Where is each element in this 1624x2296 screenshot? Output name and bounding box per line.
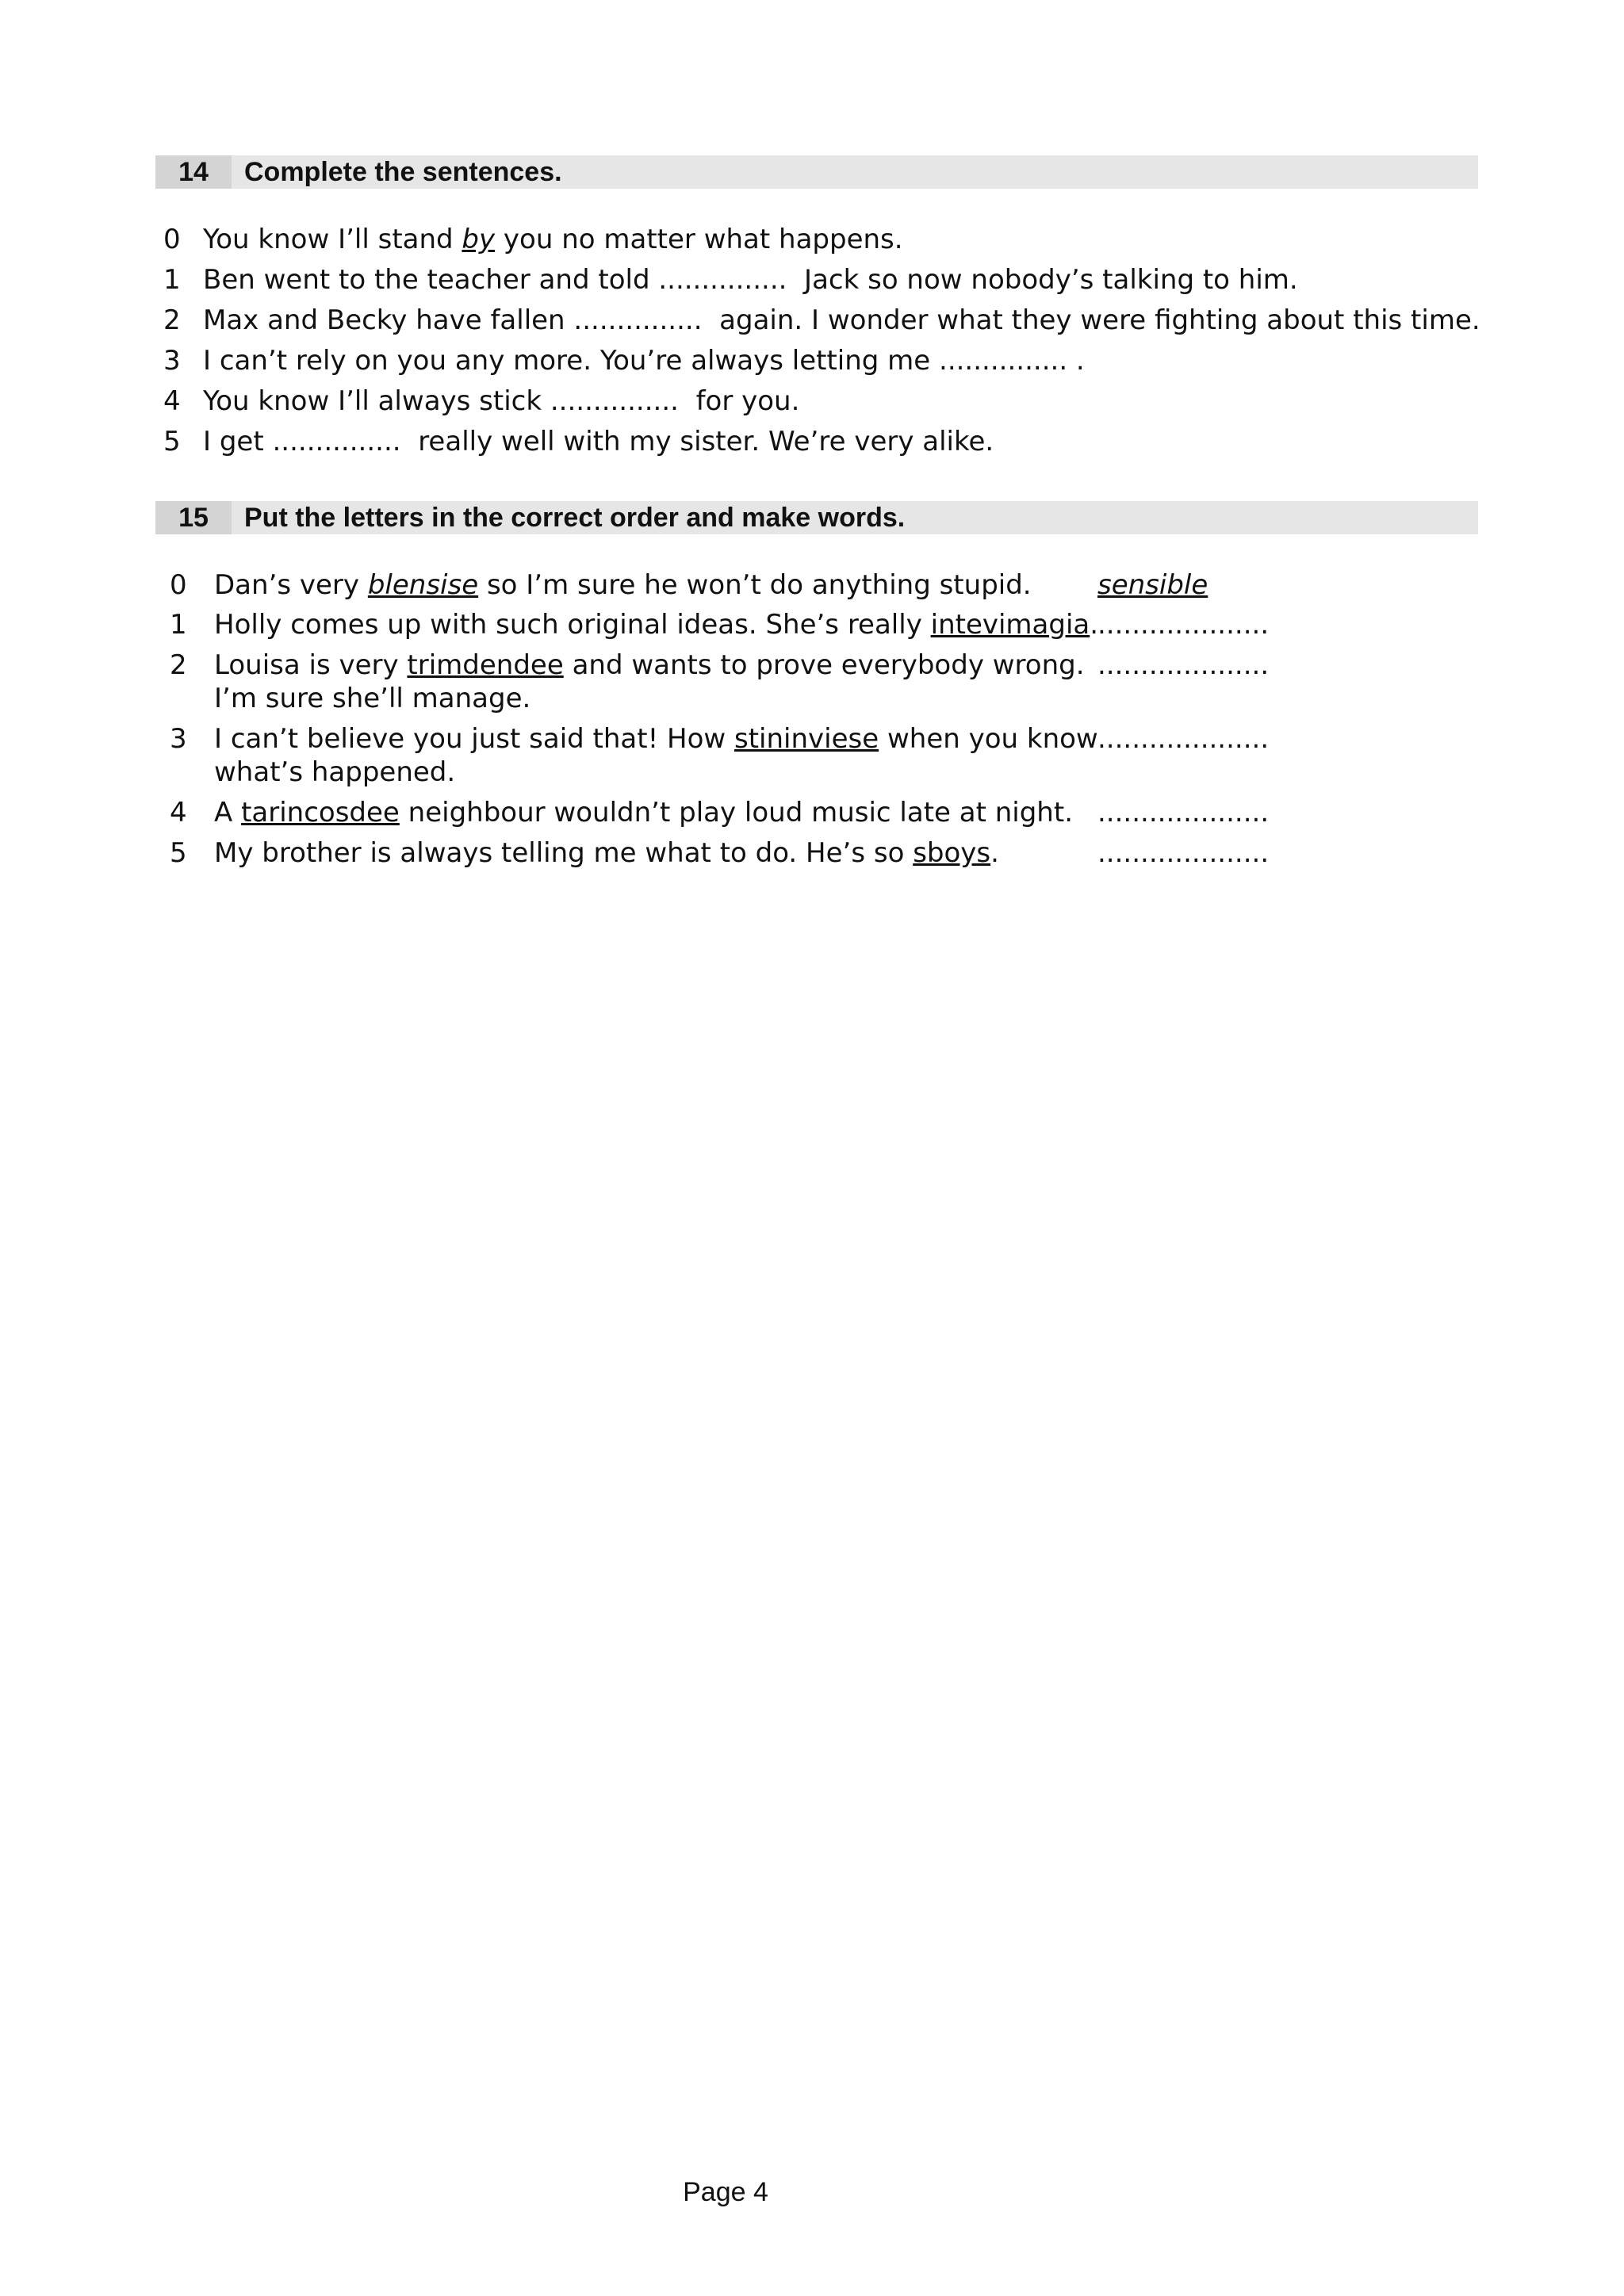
sentence-text: You know I’ll stand: [203, 224, 462, 255]
page-number: Page 4: [683, 2177, 768, 2207]
sentence-part: Louisa is very: [214, 649, 408, 681]
item-number: 1: [170, 609, 187, 641]
sentence-part: Holly comes up with such original ideas. She’s really: [214, 609, 931, 641]
item-number: 2: [163, 304, 181, 336]
sentence-part: .: [990, 837, 999, 869]
sentence-item: [163, 422, 994, 461]
sentence-part: what’s happened.: [214, 756, 456, 788]
answer-blank: ....................: [1097, 723, 1270, 755]
item-number: 4: [170, 797, 187, 828]
scrambled-word: blensise: [367, 569, 479, 601]
sentence-text: [214, 649, 1245, 715]
sentence-text: I can’t rely on you any more. You’re always letting me ............... .: [203, 345, 1085, 377]
sentence-part: My brother is always telling me what to do. He’s so: [214, 837, 914, 869]
item-number: 3: [163, 345, 181, 377]
sentence-part: and wants to prove everybody wrong.: [563, 649, 1085, 681]
sentence-text: Max and Becky have fallen ............... again. I wonder what they were fighting about this time.: [203, 304, 1480, 336]
item-number: 4: [163, 385, 181, 417]
scrambled-word: trimdendee: [407, 649, 564, 681]
sentence-item: [163, 260, 1298, 300]
example-answer: sensible: [1097, 569, 1208, 601]
exercise-number: 14: [155, 155, 232, 189]
item-number: 5: [163, 426, 181, 457]
exercise-instruction: Put the letters in the correct order and make words.: [244, 502, 906, 533]
scrambled-word: sboys: [913, 837, 991, 869]
item-number: 2: [170, 649, 187, 681]
exercise-instruction: Complete the sentences.: [244, 156, 562, 187]
sentence-text: [214, 796, 1245, 829]
example-answer: by: [462, 224, 496, 255]
item-number: 0: [170, 569, 187, 601]
sentence-part: so I’m sure he won’t do anything stupid.: [478, 569, 1032, 601]
exercise-number: 15: [155, 501, 232, 534]
item-number: 0: [163, 224, 181, 255]
sentence-text: I get ............... really well with my sister. We’re very alike.: [203, 426, 994, 457]
sentence-part: when you know: [879, 723, 1098, 755]
sentence-text: You know I’ll always stick ............... for you.: [203, 385, 800, 417]
sentence-text: Ben went to the teacher and told ............... Jack so now nobody’s talking to him.: [203, 264, 1298, 296]
answer-blank: ....................: [1097, 649, 1270, 681]
sentence-part: .: [1090, 609, 1099, 641]
sentence-item: [163, 381, 799, 421]
sentence-part: I can’t believe you just said that! How: [214, 723, 734, 755]
sentence-part: Dan’s very: [214, 569, 368, 601]
scrambled-word: intevimagia: [930, 609, 1090, 641]
answer-blank: ....................: [1097, 837, 1270, 869]
sentence-part: A: [214, 797, 242, 828]
scrambled-word: stininviese: [734, 723, 879, 755]
item-number: 3: [170, 723, 187, 755]
sentence-text: [214, 836, 1245, 870]
sentence-text: [214, 568, 1245, 602]
sentence-item: [163, 300, 1480, 340]
answer-blank: ....................: [1097, 609, 1270, 641]
example-sentence: [163, 220, 903, 259]
sentence-text: [214, 608, 1245, 641]
sentence-text: you no matter what happens.: [495, 224, 903, 255]
exercise-15-header: [155, 501, 1478, 534]
sentence-text: [214, 722, 1245, 789]
item-number: 5: [170, 837, 187, 869]
answer-blank: ....................: [1097, 797, 1270, 828]
item-number: 1: [163, 264, 181, 296]
sentence-part: I’m sure she’ll manage.: [214, 683, 531, 714]
exercise-14-header: [155, 155, 1478, 189]
sentence-part: neighbour wouldn’t play loud music late at night.: [399, 797, 1073, 828]
sentence-item: [163, 341, 1085, 381]
scrambled-word: tarincosdee: [241, 797, 400, 828]
